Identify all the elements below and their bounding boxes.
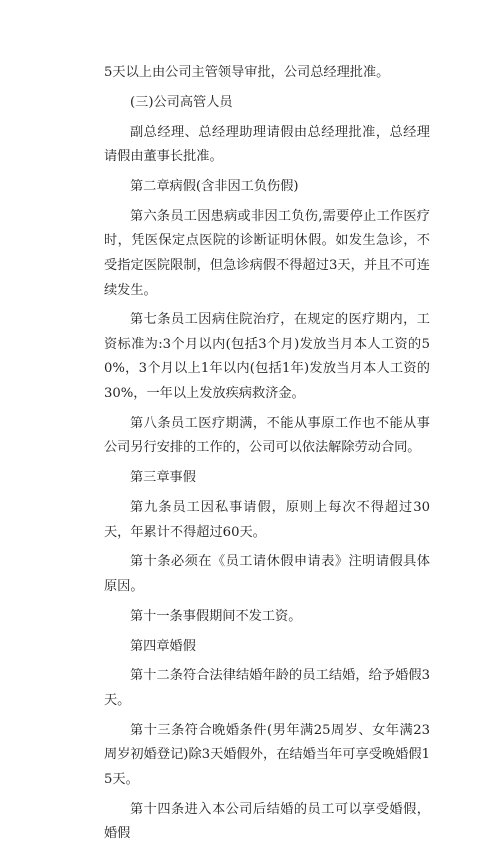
article-13: 第十三条符合晚婚条件(男年满25周岁、女年满23周岁初婚登记)除3天婚假外，在结婚当年可享受晚婚假15天。: [104, 722, 430, 787]
article-12: 第十二条符合法律结婚年龄的员工结婚，给予婚假3天。: [104, 668, 430, 708]
article-7: 第七条员工因病住院治疗，在规定的医疗期内，工资标准为:3个月以内(包括3个月)发放当月本人工资的50%，3个月以上1年以内(包括1年)发放当月本人工资的30%，一年以上发放疾病救济金。: [104, 312, 430, 402]
section-heading-executives: (三)公司高管人员: [130, 94, 233, 110]
chapter-heading-personal-leave: 第三章事假: [130, 470, 196, 486]
chapter-heading-sick-leave: 第二章病假(含非因工负伤假): [130, 178, 299, 194]
document-body: [104, 61, 430, 852]
article-8: 第八条员工医疗期满，不能从事原工作也不能从事公司另行安排的工作的，公司可以依法解除劳动合同。: [104, 415, 430, 456]
article-11: 第十一条事假期间不发工资。: [130, 608, 302, 624]
article-9: 第九条员工因私事请假，原则上每次不得超过30天，年累计不得超过60天。: [104, 500, 430, 540]
article-14: 第十四条进入本公司后结婚的员工可以享受婚假，婚假: [104, 801, 430, 842]
article-6: 第六条员工因患病或非因工负伤,需要停止工作医疗时，凭医保定点医院的诊断证明休假。如发生急诊，不受指定医院限制，但急诊病假不得超过3天，并且不可连续发生。: [104, 208, 430, 298]
paragraph-executive-leave-approval: 副总经理、总经理助理请假由总经理批准，总经理请假由董事长批准。: [104, 124, 430, 165]
chapter-heading-marriage-leave: 第四章婚假: [130, 638, 196, 654]
article-10: 第十条必须在《员工请休假申请表》注明请假具体原因。: [104, 554, 430, 594]
paragraph-approval-over-5-days: 5天以上由公司主管领导审批，公司总经理批准。: [104, 65, 390, 80]
